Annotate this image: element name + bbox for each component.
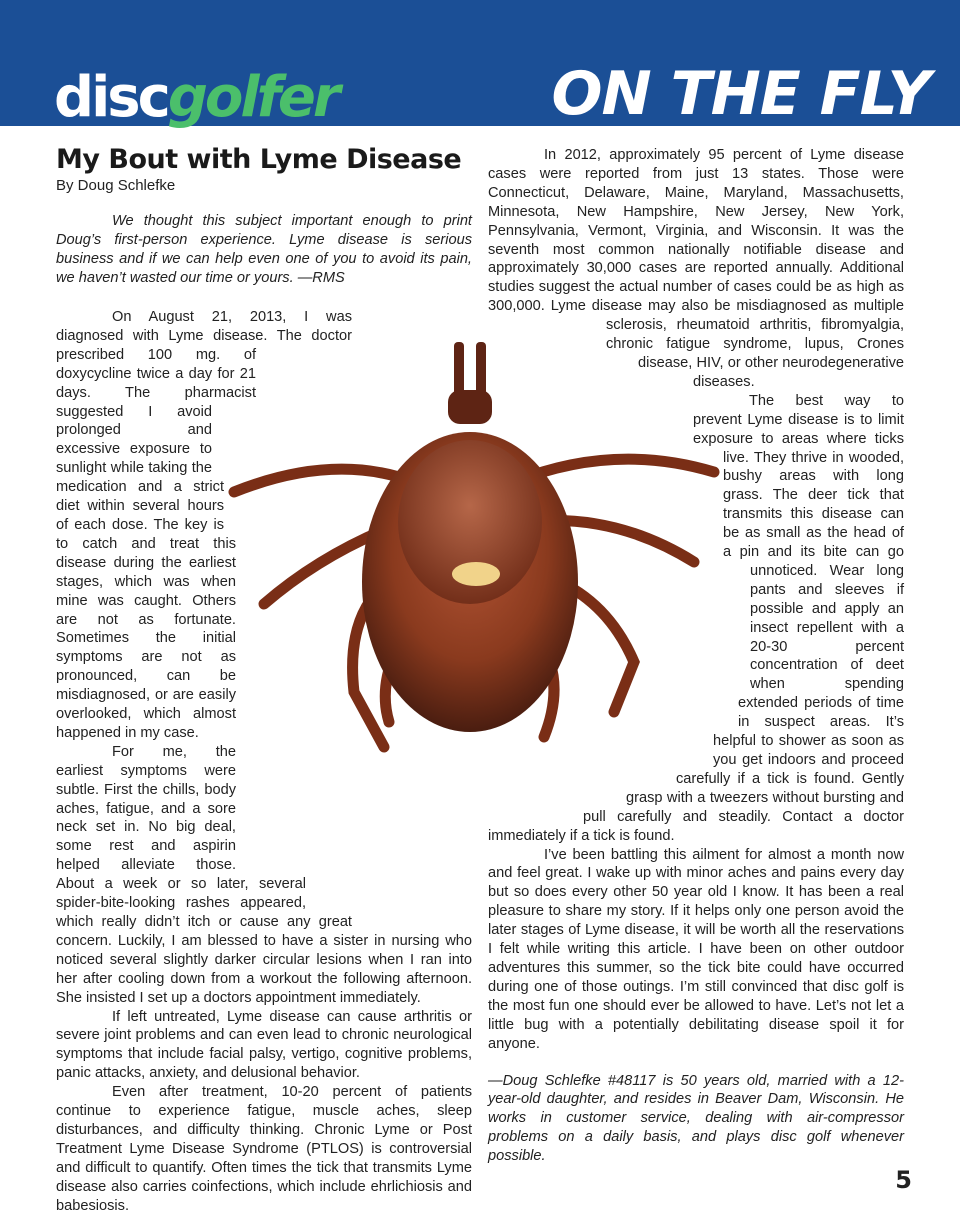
tick-photo xyxy=(214,342,726,760)
paragraph-treatment: Even after treatment, 10-20 percent of patients continue to experience fatigue, muscle aches, sleep disturbances, and difficulty thinking. Chronic Lyme or Post Treatment Lyme Disease Syndrome (PTLOS) is controversial and difficult to quantify. Often times the tick that transmits Lyme disease also carries coinfections, which include ehrlichiosis and babesiosis. xyxy=(56,1084,472,1214)
paragraph-statistics: In 2012, approximately 95 percent of Lyme disease cases were reported from just 13 states. Those were Connecticut, Delaware, Maine, Maryland, Massachusetts, Minnesota, New Hampshire, New Jersey, New York, Pennsylvania, Vermont, Virginia, and Wisconsin. It was the seventh most common nationally notifiable disease and approximately 30,000 cases are reported annually. Additional studies suggest the actual number of cases could be as high as 300,000. Lyme disease may also be misdiagnosed as multiple sclerosis, rheumatoid arthritis, fibromyalgia, chronic fatigue syndrome, lupus, Crones disease, HIV, or other neurodegenerative diseases. xyxy=(488,147,904,390)
disc-golfer-logo: discgolfer xyxy=(54,65,338,130)
author-bio: —Doug Schlefke #48117 is 50 years old, married with a 12-year-old daughter, and resides in Beaver Dam, Wisconsin. He works in customer service, dealing with air-compressor problems on a daily basis, and plays disc golf whenever possible. xyxy=(488,1072,904,1165)
section-title: ON THE FLY xyxy=(551,59,930,129)
tick-lone-star-spot xyxy=(452,562,500,586)
paragraph-symptoms: For me, the earliest symptoms were subtle. First the chills, body aches, fatigue, and a sore neck set in. No big deal, some rest and aspirin helped alleviate those. About a week or so later, several spider-bite-looking rashes appeared, which really didn’t itch or cause any great concern. Luckily, I am blessed to have a sister in nursing who noticed several slightly darker circular lesions when I ran into her after cooling down from a workout the following afternoon. She insisted I set up a doctors appointment immediately. xyxy=(56,743,472,1006)
paragraph-untreated: If left untreated, Lyme disease can cause arthritis or severe joint problems and can even lead to chronic neurological symptoms that include facial palsy, vertigo, cognitive problems, panic attacks, anxiety, and delusional behavior. xyxy=(56,1008,472,1082)
paragraph-prevention: The best way to prevent Lyme disease is to limit exposure to areas where ticks live. They thrive in wooded, bushy areas with long grass. The deer tick that transmits this disease can be as small as the head of a pin and its bite can go unnoticed. Wear long pants and sleeves if possible and apply an insect repellent with a 20-30 percent concentration of deet when spending extended periods of time in suspect areas. It’s helpful to shower as soon as you get indoors and proceed carefully if a tick is found. Gently grasp with a tweezers without bursting and pull carefully and steadily. Contact a doctor immediately if a tick is found. xyxy=(488,392,904,844)
header-banner xyxy=(0,0,960,130)
byline: By Doug Schlefke xyxy=(56,177,176,194)
paragraph-diagnosis: On August 21, 2013, I was diagnosed with Lyme disease. The doctor prescribed 100 mg. of doxycycline twice a day for 21 days. The pharmacist suggested I avoid prolonged and excessive exposure to sunlight while taking the medication and a strict diet within several hours of each dose. The key is to catch and treat this disease during the earliest stages, which was when mine was caught. Others are not as fortunate. Sometimes the initial symptoms are not as pronounced, can be misdiagnosed, or are easily overlooked, which almost happened in my case. xyxy=(56,309,352,741)
page-number: 5 xyxy=(895,1166,912,1194)
tick-mouthparts xyxy=(448,342,492,424)
editor-intro: We thought this subject important enough to print Doug’s first-person experience. Lyme disease is serious business and if we can help even one of you to avoid its pain, we haven’t wasted our time or yours. —RMS xyxy=(56,213,472,286)
article-title: My Bout with Lyme Disease xyxy=(56,144,462,175)
paragraph-recovery: I’ve been battling this ailment for almost a month now and feel great. I wake up with minor aches and pains every day but so does every other 50 year old I know. It has been a real pleasure to share my story. If it helps only one person avoid the later stages of Lyme disease, it will be worth all the reservations I felt while writing this article. I have been on other outdoor adventures this summer, so the tick bite could have occurred during one of those outings. I’m still convinced that disc golf is the most fun one should ever be allowed to have. Let’s not let a little bug with a potentially debilitating disease spoil it for anyone. xyxy=(488,846,904,1052)
